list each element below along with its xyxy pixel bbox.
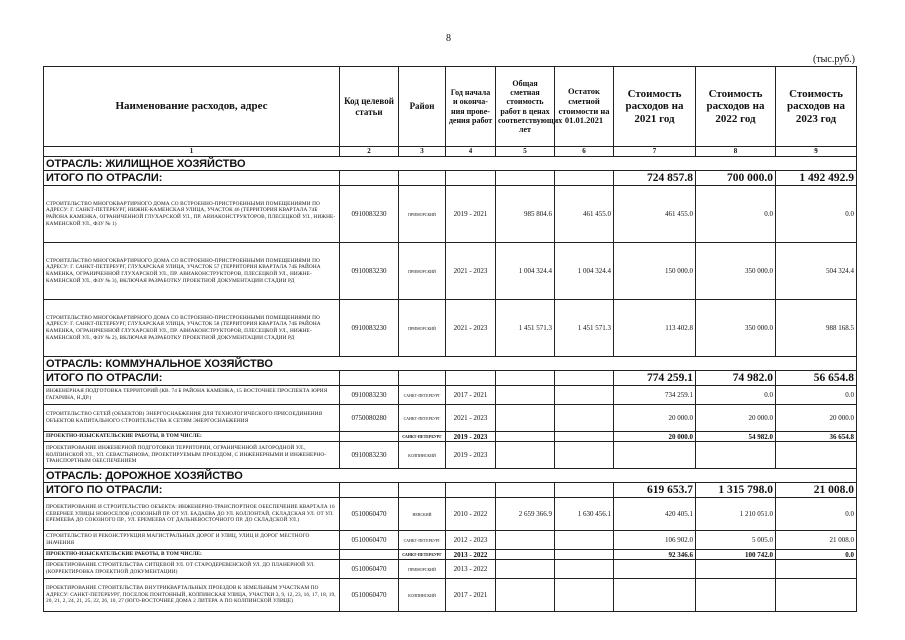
row-remaining bbox=[555, 560, 614, 579]
table-row bbox=[44, 579, 857, 612]
sector-total-2021: 724 857.8 bbox=[614, 171, 696, 186]
col-num-4: 4 bbox=[446, 147, 496, 157]
row-2023: 0.0 bbox=[776, 186, 857, 243]
table-row bbox=[44, 550, 857, 560]
row-code: 0510060470 bbox=[340, 579, 399, 612]
header-code: Код целевой статьи bbox=[340, 67, 399, 147]
table-row bbox=[44, 560, 857, 579]
row-2021: 20 000.0 bbox=[614, 432, 696, 442]
sector-total-label: ИТОГО ПО ОТРАСЛИ: bbox=[44, 371, 340, 386]
col-num-7: 7 bbox=[614, 147, 696, 157]
col-num-5: 5 bbox=[496, 147, 555, 157]
row-description: СТРОИТЕЛЬСТВО СЕТЕЙ (ОБЪЕКТОВ) ЭНЕРГОСНАБЖЕНИЯ ДЛЯ ТЕХНОЛОГИЧЕСКОГО ПРИСОЕДИНЕНИЯ ОБЪЕКТОВ КАПИТАЛЬНОГО СТРОИТЕЛЬСТВА К СЕТЯМ ЭНЕРГОСНАБЖЕНИЯ bbox=[44, 405, 340, 432]
row-district: ПРИМОРСКИЙ bbox=[399, 300, 446, 357]
row-2021: 92 346.6 bbox=[614, 550, 696, 560]
sector-title: ОТРАСЛЬ: ЖИЛИЩНОЕ ХОЗЯЙСТВО bbox=[44, 157, 857, 171]
sector-title: ОТРАСЛЬ: ДОРОЖНОЕ ХОЗЯЙСТВО bbox=[44, 469, 857, 483]
row-2021: 106 902.0 bbox=[614, 531, 696, 550]
row-description: ПРОЕКТНО-ИЗЫСКАТЕЛЬСКИЕ РАБОТЫ, В ТОМ ЧИСЛЕ: bbox=[44, 550, 340, 560]
row-2022: 54 982.0 bbox=[696, 432, 776, 442]
row-district: ПРИМОРСКИЙ bbox=[399, 186, 446, 243]
row-years: 2019 - 2023 bbox=[446, 432, 496, 442]
row-district: НЕВСКИЙ bbox=[399, 498, 446, 531]
col-num-6: 6 bbox=[555, 147, 614, 157]
row-2023 bbox=[776, 560, 857, 579]
expenses-table bbox=[43, 66, 857, 612]
row-description: СТРОИТЕЛЬСТВО И РЕКОНСТРУКЦИЯ МАГИСТРАЛЬНЫХ ДОРОГ И УЛИЦ, УЛИЦ И ДОРОГ МЕСТНОГО ЗНАЧЕНИЯ bbox=[44, 531, 340, 550]
row-description: СТРОИТЕЛЬСТВО МНОГОКВАРТИРНОГО ДОМА СО ВСТРОЕННО-ПРИСТРОЕННЫМИ ПОМЕЩЕНИЯМИ ПО АДРЕСУ: Г. САНКТ-ПЕТЕРБУРГ, ГЛУХАРСКАЯ УЛИЦА, УЧАСТОК 58 (ТЕРРИТОРИЯ КВАРТАЛА 74Б РАЙОНА КАМЕНКА, ОГРАНИЧЕННОЙ ГЛУХАРСКОЙ УЛ., ПР. АВИАКОНСТРУКТОРОВ, ПЛЕСЕЦКОЙ УЛ., НИЖНЕ-КАМЕНСКОЙ УЛ., ФЗУ № 2), ВКЛЮЧАЯ РАЗРАБОТКУ ПРОЕКТНОЙ ДОКУМЕНТАЦИИ СТАДИИ РД bbox=[44, 300, 340, 357]
sector-total-2021: 619 653.7 bbox=[614, 483, 696, 498]
row-years: 2021 - 2023 bbox=[446, 243, 496, 300]
row-2022 bbox=[696, 442, 776, 469]
sector-total-2023: 1 492 492.9 bbox=[776, 171, 857, 186]
row-2022: 100 742.0 bbox=[696, 550, 776, 560]
row-years: 2019 - 2023 bbox=[446, 442, 496, 469]
row-2023: 988 168.5 bbox=[776, 300, 857, 357]
row-years: 2013 - 2022 bbox=[446, 560, 496, 579]
row-remaining: 1 630 456.1 bbox=[555, 498, 614, 531]
row-total-cost bbox=[496, 405, 555, 432]
row-description: ПРОЕКТИРОВАНИЕ СТРОИТЕЛЬСТВА СИТЦЕВОЙ УЛ. ОТ СТАРОДЕРЕВЕНСКОЙ УЛ. ДО ПЛАНЕРНОЙ УЛ. (КОРРЕКТИРОВКА ПРОЕКТНОЙ ДОКУМЕНТАЦИИ) bbox=[44, 560, 340, 579]
table-row bbox=[44, 243, 857, 300]
row-2023: 21 008.0 bbox=[776, 531, 857, 550]
row-district: КОЛПИНСКИЙ bbox=[399, 442, 446, 469]
row-total-cost bbox=[496, 550, 555, 560]
col-num-3: 3 bbox=[399, 147, 446, 157]
col-num-8: 8 bbox=[696, 147, 776, 157]
header-remaining: Остаток сметной стоимости на 01.01.2021 bbox=[555, 67, 614, 147]
row-total-cost: 1 451 571.3 bbox=[496, 300, 555, 357]
sector-total-label: ИТОГО ПО ОТРАСЛИ: bbox=[44, 171, 340, 186]
row-total-cost bbox=[496, 531, 555, 550]
row-years: 2017 - 2021 bbox=[446, 386, 496, 405]
row-remaining bbox=[555, 550, 614, 560]
row-district: САНКТ-ПЕТЕРБУРГ bbox=[399, 405, 446, 432]
row-2023 bbox=[776, 579, 857, 612]
table-row bbox=[44, 186, 857, 243]
header-name: Наименование расходов, адрес bbox=[44, 67, 340, 147]
col-num-1: 1 bbox=[44, 147, 340, 157]
row-2023: 20 000.0 bbox=[776, 405, 857, 432]
row-2021 bbox=[614, 442, 696, 469]
row-2022: 5 005.0 bbox=[696, 531, 776, 550]
row-remaining: 461 455.0 bbox=[555, 186, 614, 243]
row-remaining bbox=[555, 531, 614, 550]
row-total-cost: 1 004 324.4 bbox=[496, 243, 555, 300]
row-2022: 1 210 051.0 bbox=[696, 498, 776, 531]
row-2021: 734 259.1 bbox=[614, 386, 696, 405]
table-row bbox=[44, 498, 857, 531]
row-remaining bbox=[555, 432, 614, 442]
row-total-cost bbox=[496, 442, 555, 469]
table-row bbox=[44, 405, 857, 432]
row-years: 2012 - 2023 bbox=[446, 531, 496, 550]
sector-total-2023: 56 654.8 bbox=[776, 371, 857, 386]
header-2022: Стоимость расходов на 2022 год bbox=[696, 67, 776, 147]
table-row bbox=[44, 432, 857, 442]
row-code bbox=[340, 432, 399, 442]
row-total-cost: 985 804.6 bbox=[496, 186, 555, 243]
row-description: СТРОИТЕЛЬСТВО МНОГОКВАРТИРНОГО ДОМА СО ВСТРОЕННО-ПРИСТРОЕННЫМИ ПОМЕЩЕНИЯМИ ПО АДРЕСУ: Г. САНКТ-ПЕТЕРБУРГ, НИЖНЕ-КАМЕНСКАЯ УЛИЦА, УЧАСТОК 46 (ТЕРРИТОРИЯ КВАРТАЛА 74Б РАЙОНА КАМЕНКА, ОГРАНИЧЕННОЙ ГЛУХАРСКОЙ УЛ., ПР. АВИАКОНСТРУКТОРОВ, ПЛЕСЕЦКОЙ УЛ., НИЖНЕ-КАМЕНСКОЙ УЛ., ФЗУ № 1) bbox=[44, 186, 340, 243]
header-district: Район bbox=[399, 67, 446, 147]
row-2023: 504 324.4 bbox=[776, 243, 857, 300]
table-row bbox=[44, 531, 857, 550]
row-years: 2021 - 2023 bbox=[446, 300, 496, 357]
row-total-cost bbox=[496, 432, 555, 442]
row-code: 0510060470 bbox=[340, 498, 399, 531]
sector-total-2023: 21 008.0 bbox=[776, 483, 857, 498]
row-remaining bbox=[555, 579, 614, 612]
row-district: САНКТ-ПЕТЕРБУРГ bbox=[399, 432, 446, 442]
row-2022 bbox=[696, 560, 776, 579]
row-2023: 36 654.8 bbox=[776, 432, 857, 442]
row-code bbox=[340, 550, 399, 560]
row-description: ПРОЕКТИРОВАНИЕ ИНЖЕНЕРНОЙ ПОДГОТОВКИ ТЕРРИТОРИИ, ОГРАНИЧЕННОЙ ЗАГОРОДНОЙ УЛ., КОЛПИНСКОЙ УЛ., УЛ. СЕВАСТЬЯНОВА, ПРОЕКТИРУЕМЫМ ПРОЕЗДОМ, С ИНЖЕНЕРНЫМИ И ИНЖЕНЕРНО-ТРАНСПОРТНЫМ ОБЕСПЕЧЕНИЕМ bbox=[44, 442, 340, 469]
header-years: Год начала и оконча-ния прове-дения работ bbox=[446, 67, 496, 147]
row-years: 2013 - 2022 bbox=[446, 550, 496, 560]
row-2022: 350 000.0 bbox=[696, 243, 776, 300]
row-remaining bbox=[555, 442, 614, 469]
units-label: (тыс.руб.) bbox=[812, 54, 855, 65]
row-code: 0910083230 bbox=[340, 186, 399, 243]
header-total-cost: Общая сметная стоимость работ в ценах соответствующих лет bbox=[496, 67, 555, 147]
sector-total-2022: 1 315 798.0 bbox=[696, 483, 776, 498]
row-2023: 0.0 bbox=[776, 386, 857, 405]
row-district: ПРИМОРСКИЙ bbox=[399, 560, 446, 579]
sector-total-2022: 74 982.0 bbox=[696, 371, 776, 386]
row-2021: 150 000.0 bbox=[614, 243, 696, 300]
row-years: 2021 - 2023 bbox=[446, 405, 496, 432]
row-years: 2017 - 2021 bbox=[446, 579, 496, 612]
row-2021: 113 402.8 bbox=[614, 300, 696, 357]
row-2022: 0.0 bbox=[696, 186, 776, 243]
row-years: 2010 - 2022 bbox=[446, 498, 496, 531]
row-2022 bbox=[696, 579, 776, 612]
col-num-9: 9 bbox=[776, 147, 857, 157]
page-number: 8 bbox=[446, 33, 451, 44]
row-code: 0910083230 bbox=[340, 442, 399, 469]
row-district: САНКТ-ПЕТЕРБУРГ bbox=[399, 531, 446, 550]
sector-title: ОТРАСЛЬ: КОММУНАЛЬНОЕ ХОЗЯЙСТВО bbox=[44, 357, 857, 371]
row-2021: 20 000.0 bbox=[614, 405, 696, 432]
row-total-cost bbox=[496, 579, 555, 612]
row-description: ПРОЕКТИРОВАНИЕ И СТРОИТЕЛЬСТВО ОБЪЕКТА: ИНЖЕНЕРНО-ТРАНСПОРТНОЕ ОБЕСПЕЧЕНИЕ КВАРТАЛА 16 СЕВЕРНЕЕ УЛИЦЫ НОВОСЕЛОВ (СОЮЗНЫЙ ПР. ОТ УЛ. БАДАЕВА ДО УЛ. КОЛЛОНТАЙ, СКЛАДСКАЯ УЛ. ОТ УЛ. ЕРЕМЕЕВА ДО СОЮЗНОГО ПР., УЛ. ЕРЕМЕЕВА ОТ ДАЛЬНЕВОСТОЧНОГО ПР. ДО СКЛАДСКОЙ УЛ.) bbox=[44, 498, 340, 531]
row-years: 2019 - 2021 bbox=[446, 186, 496, 243]
col-num-2: 2 bbox=[340, 147, 399, 157]
row-2021 bbox=[614, 579, 696, 612]
header-2023: Стоимость расходов на 2023 год bbox=[776, 67, 857, 147]
row-district: ПРИМОРСКИЙ bbox=[399, 243, 446, 300]
row-2021 bbox=[614, 560, 696, 579]
row-total-cost bbox=[496, 560, 555, 579]
row-remaining: 1 004 324.4 bbox=[555, 243, 614, 300]
table-row bbox=[44, 300, 857, 357]
row-2023: 0.0 bbox=[776, 498, 857, 531]
row-remaining bbox=[555, 405, 614, 432]
row-total-cost bbox=[496, 386, 555, 405]
row-description: ИНЖЕНЕРНАЯ ПОДГОТОВКА ТЕРРИТОРИЙ (КВ. 74 Б РАЙОНА КАМЕНКА, 15 ВОСТОЧНЕЕ ПРОСПЕКТА ЮРИЯ ГАГАРИНА, Н.ДР.) bbox=[44, 386, 340, 405]
row-code: 0750080280 bbox=[340, 405, 399, 432]
sector-total-2021: 774 259.1 bbox=[614, 371, 696, 386]
row-district: САНКТ-ПЕТЕРБУРГ bbox=[399, 550, 446, 560]
row-2021: 420 405.1 bbox=[614, 498, 696, 531]
row-district: КОЛПИНСКИЙ bbox=[399, 579, 446, 612]
row-2023 bbox=[776, 442, 857, 469]
table-row bbox=[44, 386, 857, 405]
row-2022: 350 000.0 bbox=[696, 300, 776, 357]
row-code: 0510060470 bbox=[340, 560, 399, 579]
row-remaining: 1 451 571.3 bbox=[555, 300, 614, 357]
row-description: ПРОЕКТНО-ИЗЫСКАТЕЛЬСКИЕ РАБОТЫ, В ТОМ ЧИСЛЕ: bbox=[44, 432, 340, 442]
row-remaining bbox=[555, 386, 614, 405]
sector-total-2022: 700 000.0 bbox=[696, 171, 776, 186]
row-description: СТРОИТЕЛЬСТВО МНОГОКВАРТИРНОГО ДОМА СО ВСТРОЕННО-ПРИСТРОЕННЫМИ ПОМЕЩЕНИЯМИ ПО АДРЕСУ: Г. САНКТ-ПЕТЕРБУРГ, ГЛУХАРСКАЯ УЛИЦА, УЧАСТОК 57 (ТЕРРИТОРИЯ КВАРТАЛА 74Б РАЙОНА КАМЕНКА, ОГРАНИЧЕННОЙ ГЛУХАРСКОЙ УЛ., ПР. АВИАКОНСТРУКТОРОВ, ПЛЕСЕЦКОЙ УЛ., НИЖНЕ-КАМЕНСКОЙ УЛ., ФЗУ № 3), ВКЛЮЧАЯ РАЗРАБОТКУ ПРОЕКТНОЙ ДОКУМЕНТАЦИИ СТАДИИ РД bbox=[44, 243, 340, 300]
row-description: ПРОЕКТИРОВАНИЕ СТРОИТЕЛЬСТВА ВНУТРИКВАРТАЛЬНЫХ ПРОЕЗДОВ К ЗЕМЕЛЬНЫМ УЧАСТКАМ ПО АДРЕСУ: САНКТ-ПЕТЕРБУРГ, ПОСЕЛОК ПОНТОННЫЙ, КОЛПИНСКАЯ УЛИЦА, УЧАСТКИ 3, 9, 12, 23, 16, 17, 18, 19, 20, 21, 2, 24, 21, 25, 22, 26, 10, 27 (ЮГО-ВОСТОЧНЕЕ ДОМА 2 ЛИТЕРА А ПО КОЛПИНСКОЙ УЛИЦЕ) bbox=[44, 579, 340, 612]
table-row bbox=[44, 442, 857, 469]
row-district: САНКТ-ПЕТЕРБУРГ bbox=[399, 386, 446, 405]
row-code: 0910083230 bbox=[340, 243, 399, 300]
row-2023: 0.0 bbox=[776, 550, 857, 560]
row-total-cost: 2 659 366.9 bbox=[496, 498, 555, 531]
row-2022: 0.0 bbox=[696, 386, 776, 405]
row-code: 0510060470 bbox=[340, 531, 399, 550]
row-code: 0910083230 bbox=[340, 300, 399, 357]
sector-total-label: ИТОГО ПО ОТРАСЛИ: bbox=[44, 483, 340, 498]
row-code: 0910083230 bbox=[340, 386, 399, 405]
row-2022: 20 000.0 bbox=[696, 405, 776, 432]
header-2021: Стоимость расходов на 2021 год bbox=[614, 67, 696, 147]
row-2021: 461 455.0 bbox=[614, 186, 696, 243]
